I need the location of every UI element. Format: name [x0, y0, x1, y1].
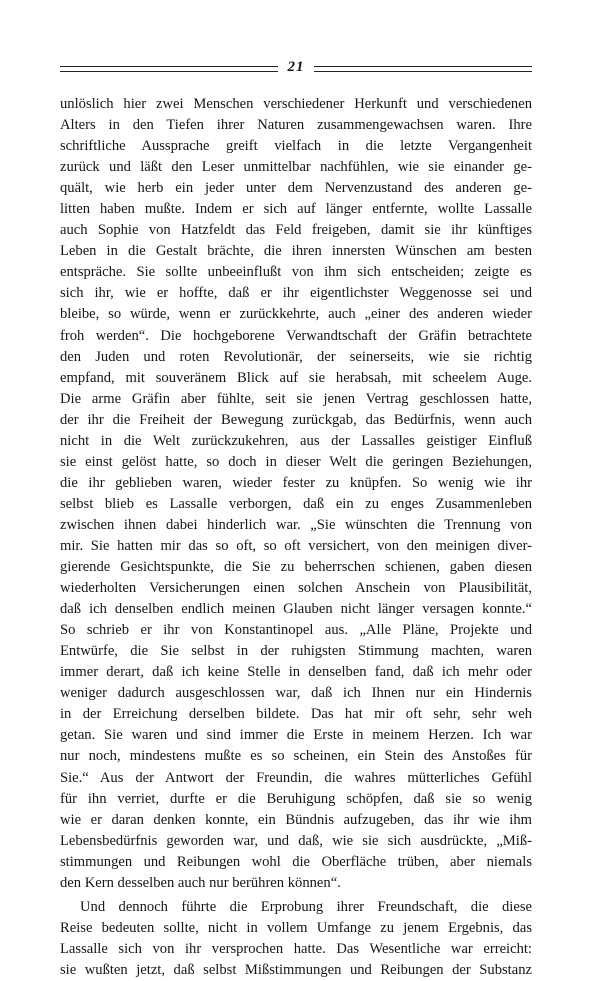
text-line: unlöslich hier zwei Menschen verschiedener Herkunft und verschiedenen	[60, 96, 532, 112]
text-line: Alters in den Tiefen ihrer Naturen zusammengewachsen waren. Ihre	[60, 117, 532, 134]
text-line: empfand, mit souveränem Blick auf sie herabsah, mit scheelem Auge.	[60, 369, 532, 386]
text-line: stimmungen und Reibungen wohl die Oberfläche trüben, aber niemals	[60, 853, 532, 870]
text-line: So schrieb er ihr von Konstantinopel aus. „Alle Pläne, Projekte und	[60, 622, 532, 639]
paragraph	[60, 94, 532, 894]
text-line: Lassalle sich von ihr versprochen hatte. Das Wesentliche war erreicht:	[60, 940, 532, 957]
text-line: Und dennoch führte die Erprobung ihrer Freundschaft, die diese	[80, 898, 532, 915]
text-line: daß ich denselben endlich meinen Glauben nicht länger versagen konnte.“	[60, 601, 532, 618]
text-line: litten haben mußte. Indem er sich auf länger entfernte, wollte Lassalle	[60, 201, 532, 218]
text-line: quält, wie herb ein jeder unter dem Nervenzustand des anderen ge-	[60, 180, 532, 197]
text-line: gierende Gesichtspunkte, die Sie zu beherrschen schienen, gaben diesen	[60, 559, 532, 576]
text-line: Entwürfe, die Sie selbst in der ruhigsten Stimmung machten, waren	[60, 643, 532, 660]
text-line: wie er daran denken konnte, ein Bündnis aufzugeben, das ihr wie ihm	[60, 811, 532, 828]
text-line: getan. Sie waren und sind immer die Erste in meinem Herzen. Ich war	[60, 727, 532, 744]
text-line: auch Sophie von Hatzfeldt das Feld freigeben, damit sie ihr künftiges	[60, 222, 532, 239]
header-rule-right	[314, 66, 532, 72]
text-line: Sie.“ Aus der Antwort der Freundin, die wahres mütterliches Gefühl	[60, 769, 532, 786]
text-line: zwischen ihnen dabei hinderlich war. „Sie wünschten die Trennung von	[60, 516, 532, 533]
text-line: die ihr geblieben waren, wieder fester zu knüpfen. So wenig wie ihr	[60, 474, 532, 491]
text-line: der ihr die Freiheit der Bewegung zurückgab, das Bedürfnis, wenn auch	[60, 411, 532, 428]
text-line: sich ihr, wie er hoffte, daß er ihr eigentlichster Weggenosse sei und	[60, 285, 532, 302]
paragraph	[60, 897, 532, 981]
text-line: entspräche. Sie sollte unbeeinflußt von ihm sich entscheiden; zeigte es	[60, 264, 532, 281]
text-line: sie einst gelöst hatte, so doch in dieser Welt die geringen Beziehungen,	[60, 453, 532, 470]
text-line: nicht in die Welt zurückzukehren, aus der Lassalles geistiger Einfluß	[60, 432, 532, 449]
text-line: Lebensbedürfnis geworden war, und daß, wie sie sich ausdrückte, „Miß-	[60, 832, 532, 849]
text-line: in der Erreichung derselben bildete. Das hat mir oft sehr, sehr weh	[60, 706, 532, 723]
text-line: sie wußten jetzt, daß selbst Mißstimmungen und Reibungen der Substanz	[60, 961, 532, 978]
text-line: Reise bedeuten sollte, nicht in vollem Umfange zu jenem Ergebnis, das	[60, 919, 532, 936]
text-line: schriftliche Aussprache greift vielfach in die letzte Vergangenheit	[60, 138, 532, 155]
text-line: weniger dadurch ausgeschlossen war, daß ich Ihnen nur ein Hindernis	[60, 685, 532, 702]
text-line: den Kern desselben auch nur berühren können“.	[60, 874, 341, 891]
text-line: Leben in die Gestalt brächte, die ihren innersten Wünschen am besten	[60, 243, 532, 260]
text-line: den Juden und roten Revolutionär, der seinerseits, wie sie richtig	[60, 348, 532, 365]
text-line: bleibe, so würde, wenn er zurückkehrte, auch „einer des anderen wieder	[60, 306, 532, 323]
text-line: froh werden“. Die hochgeborene Verwandtschaft der Gräfin betrachtete	[60, 327, 532, 344]
text-line: immer derart, daß ich keine Stelle in denselben fand, daß ich mehr oder	[60, 664, 532, 681]
running-header	[60, 60, 532, 80]
text-line: zurück und läßt den Leser unmittelbar nachfühlen, wie sie einander ge-	[60, 159, 532, 176]
body-text	[60, 94, 532, 981]
text-line: Die arme Gräfin aber fühlte, seit sie jenen Vertrag geschlossen hatte,	[60, 390, 532, 407]
page-number: 21	[287, 59, 305, 75]
text-line: für ihn verriet, durfte er die Beruhigung schöpfen, daß sie so wenig	[60, 790, 532, 807]
text-line: mir. Sie hatten mir das so oft, so oft versichert, von den meinigen diver-	[60, 537, 532, 554]
text-line: wiederholten Versicherungen einen solchen Anschein von Plausibilität,	[60, 580, 532, 597]
text-line: selbst blieb es Lassalle verborgen, daß ein zu enges Zusammenleben	[60, 495, 532, 512]
text-line: nur noch, mindestens mußte es so scheinen, ein Stein des Anstoßes für	[60, 748, 532, 765]
